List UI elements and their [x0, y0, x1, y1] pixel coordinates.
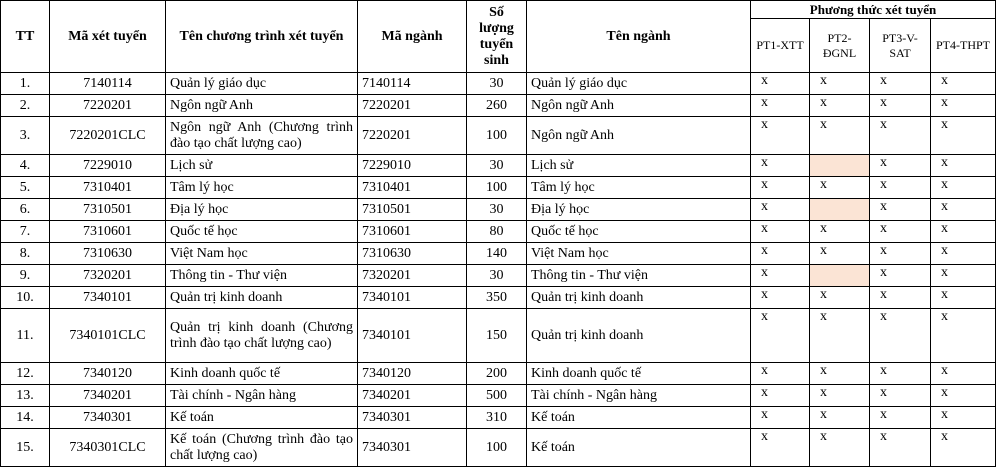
row-ma-nganh: 7310501	[358, 199, 467, 221]
row-method-pt4: x	[931, 265, 996, 287]
row-ma-nganh: 7340101	[358, 287, 467, 309]
row-ma-nganh: 7340201	[358, 385, 467, 407]
row-method-pt3: x	[870, 363, 931, 385]
row-method-pt1: x	[751, 117, 810, 155]
row-method-pt1: x	[751, 73, 810, 95]
row-ma-nganh: 7340301	[358, 429, 467, 467]
row-method-pt3: x	[870, 117, 931, 155]
row-so-luong: 310	[467, 407, 527, 429]
row-method-pt4: x	[931, 221, 996, 243]
row-so-luong: 200	[467, 363, 527, 385]
table-header	[1, 1, 996, 73]
row-method-pt3: x	[870, 265, 931, 287]
row-tt: 13.	[1, 385, 50, 407]
row-ten-chuong-trinh: Tâm lý học	[166, 177, 358, 199]
row-so-luong: 30	[467, 73, 527, 95]
row-tt: 12.	[1, 363, 50, 385]
row-method-pt2	[810, 199, 870, 221]
row-method-pt3: x	[870, 287, 931, 309]
row-method-pt4: x	[931, 407, 996, 429]
row-method-pt4: x	[931, 177, 996, 199]
row-method-pt3: x	[870, 199, 931, 221]
row-ten-chuong-trinh: Kế toán	[166, 407, 358, 429]
row-ten-chuong-trinh: Lịch sử	[166, 155, 358, 177]
header-ten-chuong-trinh: Tên chương trình xét tuyển	[166, 1, 358, 73]
row-ten-nganh: Quốc tế học	[527, 221, 751, 243]
table-row	[1, 429, 996, 467]
table-row	[1, 243, 996, 265]
row-so-luong: 30	[467, 265, 527, 287]
table-row	[1, 407, 996, 429]
row-method-pt4: x	[931, 199, 996, 221]
row-method-pt3: x	[870, 73, 931, 95]
row-method-pt4: x	[931, 95, 996, 117]
row-method-pt3: x	[870, 243, 931, 265]
row-ten-chuong-trinh: Quản lý giáo dục	[166, 73, 358, 95]
row-method-pt2: x	[810, 385, 870, 407]
row-method-pt4: x	[931, 73, 996, 95]
row-method-pt2: x	[810, 287, 870, 309]
header-ma-xet-tuyen: Mã xét tuyển	[50, 1, 166, 73]
header-phuong-thuc: Phương thức xét tuyển	[751, 1, 996, 19]
row-ten-chuong-trinh: Địa lý học	[166, 199, 358, 221]
row-method-pt1: x	[751, 309, 810, 363]
table-row	[1, 199, 996, 221]
row-ma-xet-tuyen: 7140114	[50, 73, 166, 95]
row-ma-xet-tuyen: 7310401	[50, 177, 166, 199]
row-ten-chuong-trinh: Việt Nam học	[166, 243, 358, 265]
row-ma-nganh: 7310401	[358, 177, 467, 199]
row-method-pt3: x	[870, 429, 931, 467]
row-method-pt4: x	[931, 385, 996, 407]
row-ma-xet-tuyen: 7310601	[50, 221, 166, 243]
row-ma-nganh: 7340301	[358, 407, 467, 429]
row-so-luong: 100	[467, 117, 527, 155]
row-method-pt2: x	[810, 243, 870, 265]
row-ten-nganh: Địa lý học	[527, 199, 751, 221]
row-ma-xet-tuyen: 7310501	[50, 199, 166, 221]
row-ma-xet-tuyen: 7310630	[50, 243, 166, 265]
row-method-pt4: x	[931, 309, 996, 363]
row-tt: 5.	[1, 177, 50, 199]
row-tt: 10.	[1, 287, 50, 309]
row-method-pt3: x	[870, 407, 931, 429]
row-tt: 14.	[1, 407, 50, 429]
table-row	[1, 95, 996, 117]
row-ma-xet-tuyen: 7220201CLC	[50, 117, 166, 155]
row-so-luong: 80	[467, 221, 527, 243]
row-ten-chuong-trinh: Quản trị kinh doanh	[166, 287, 358, 309]
row-method-pt2: x	[810, 407, 870, 429]
row-so-luong: 350	[467, 287, 527, 309]
row-method-pt4: x	[931, 363, 996, 385]
header-ten-nganh: Tên ngành	[527, 1, 751, 73]
row-ten-nganh: Kinh doanh quốc tế	[527, 363, 751, 385]
row-ten-nganh: Tài chính - Ngân hàng	[527, 385, 751, 407]
row-ma-nganh: 7340120	[358, 363, 467, 385]
row-method-pt2: x	[810, 429, 870, 467]
row-ten-nganh: Kế toán	[527, 429, 751, 467]
row-so-luong: 30	[467, 199, 527, 221]
row-ma-xet-tuyen: 7340301CLC	[50, 429, 166, 467]
row-method-pt4: x	[931, 287, 996, 309]
row-method-pt1: x	[751, 221, 810, 243]
row-ma-nganh: 7140114	[358, 73, 467, 95]
row-tt: 1.	[1, 73, 50, 95]
row-method-pt4: x	[931, 429, 996, 467]
row-method-pt2	[810, 265, 870, 287]
row-method-pt4: x	[931, 243, 996, 265]
row-so-luong: 100	[467, 177, 527, 199]
row-ma-nganh: 7340101	[358, 309, 467, 363]
row-ma-xet-tuyen: 7220201	[50, 95, 166, 117]
row-method-pt2: x	[810, 309, 870, 363]
table-row	[1, 287, 996, 309]
row-method-pt1: x	[751, 385, 810, 407]
row-ten-chuong-trinh: Kế toán (Chương trình đào tạo chất lượng cao)	[166, 429, 358, 467]
row-method-pt2: x	[810, 95, 870, 117]
table-row	[1, 117, 996, 155]
row-ten-chuong-trinh: Ngôn ngữ Anh (Chương trình đào tạo chất lượng cao)	[166, 117, 358, 155]
row-method-pt1: x	[751, 265, 810, 287]
row-method-pt1: x	[751, 407, 810, 429]
table-row	[1, 309, 996, 363]
row-ten-nganh: Quản trị kinh doanh	[527, 309, 751, 363]
row-ten-chuong-trinh: Tài chính - Ngân hàng	[166, 385, 358, 407]
row-ten-nganh: Tâm lý học	[527, 177, 751, 199]
row-tt: 8.	[1, 243, 50, 265]
row-method-pt3: x	[870, 309, 931, 363]
row-ma-nganh: 7229010	[358, 155, 467, 177]
row-method-pt3: x	[870, 177, 931, 199]
row-so-luong: 260	[467, 95, 527, 117]
row-method-pt3: x	[870, 95, 931, 117]
row-method-pt1: x	[751, 95, 810, 117]
row-method-pt4: x	[931, 117, 996, 155]
row-tt: 9.	[1, 265, 50, 287]
row-tt: 15.	[1, 429, 50, 467]
row-ten-nganh: Ngôn ngữ Anh	[527, 95, 751, 117]
row-tt: 7.	[1, 221, 50, 243]
row-ma-xet-tuyen: 7340101CLC	[50, 309, 166, 363]
table-row	[1, 385, 996, 407]
row-ma-xet-tuyen: 7340201	[50, 385, 166, 407]
row-method-pt2: x	[810, 73, 870, 95]
row-tt: 2.	[1, 95, 50, 117]
table-row	[1, 363, 996, 385]
row-ten-chuong-trinh: Quốc tế học	[166, 221, 358, 243]
row-method-pt2	[810, 155, 870, 177]
row-method-pt1: x	[751, 363, 810, 385]
row-ma-nganh: 7310601	[358, 221, 467, 243]
table-row	[1, 155, 996, 177]
header-tt: TT	[1, 1, 50, 73]
row-tt: 3.	[1, 117, 50, 155]
table-body	[1, 73, 996, 467]
row-ten-chuong-trinh: Ngôn ngữ Anh	[166, 95, 358, 117]
table-row	[1, 221, 996, 243]
row-ma-xet-tuyen: 7340120	[50, 363, 166, 385]
row-method-pt1: x	[751, 429, 810, 467]
row-method-pt3: x	[870, 155, 931, 177]
row-ten-chuong-trinh: Quản trị kinh doanh (Chương trình đào tạo chất lượng cao)	[166, 309, 358, 363]
row-ten-nganh: Ngôn ngữ Anh	[527, 117, 751, 155]
row-method-pt1: x	[751, 199, 810, 221]
row-ten-nganh: Quản trị kinh doanh	[527, 287, 751, 309]
header-method-pt4: PT4-THPT	[931, 19, 996, 73]
row-method-pt1: x	[751, 287, 810, 309]
row-so-luong: 140	[467, 243, 527, 265]
row-so-luong: 500	[467, 385, 527, 407]
row-ma-nganh: 7220201	[358, 117, 467, 155]
header-so-luong: Số lượng tuyển sinh	[467, 1, 527, 73]
row-method-pt2: x	[810, 221, 870, 243]
row-ten-nganh: Thông tin - Thư viện	[527, 265, 751, 287]
row-ten-nganh: Kế toán	[527, 407, 751, 429]
row-tt: 11.	[1, 309, 50, 363]
row-ma-nganh: 7310630	[358, 243, 467, 265]
row-method-pt2: x	[810, 117, 870, 155]
row-ma-nganh: 7220201	[358, 95, 467, 117]
header-method-pt2: PT2-ĐGNL	[810, 19, 870, 73]
row-method-pt3: x	[870, 385, 931, 407]
row-method-pt1: x	[751, 177, 810, 199]
row-ma-nganh: 7320201	[358, 265, 467, 287]
row-method-pt2: x	[810, 177, 870, 199]
table-row	[1, 177, 996, 199]
row-ten-chuong-trinh: Thông tin - Thư viện	[166, 265, 358, 287]
row-method-pt2: x	[810, 363, 870, 385]
row-method-pt3: x	[870, 221, 931, 243]
header-method-pt1: PT1-XTT	[751, 19, 810, 73]
row-method-pt4: x	[931, 155, 996, 177]
row-ma-xet-tuyen: 7229010	[50, 155, 166, 177]
row-ten-nganh: Quản lý giáo dục	[527, 73, 751, 95]
header-ma-nganh: Mã ngành	[358, 1, 467, 73]
row-ten-nganh: Việt Nam học	[527, 243, 751, 265]
row-ten-chuong-trinh: Kinh doanh quốc tế	[166, 363, 358, 385]
row-method-pt1: x	[751, 243, 810, 265]
row-ma-xet-tuyen: 7340101	[50, 287, 166, 309]
row-so-luong: 150	[467, 309, 527, 363]
row-ma-xet-tuyen: 7340301	[50, 407, 166, 429]
row-so-luong: 100	[467, 429, 527, 467]
row-so-luong: 30	[467, 155, 527, 177]
header-method-pt3: PT3-V-SAT	[870, 19, 931, 73]
row-ten-nganh: Lịch sử	[527, 155, 751, 177]
table-row	[1, 73, 996, 95]
row-ma-xet-tuyen: 7320201	[50, 265, 166, 287]
row-tt: 6.	[1, 199, 50, 221]
row-method-pt1: x	[751, 155, 810, 177]
row-tt: 4.	[1, 155, 50, 177]
table-row	[1, 265, 996, 287]
